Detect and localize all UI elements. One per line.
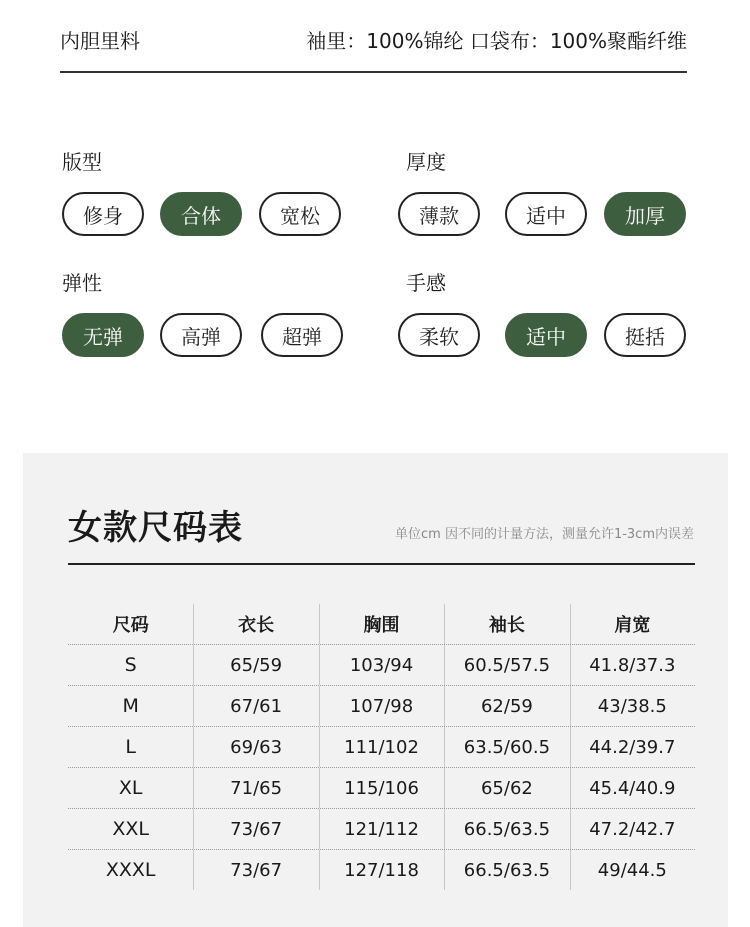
table-cell-size: L — [125, 736, 136, 758]
option-feel-crisp[interactable]: 挺括 — [604, 313, 686, 357]
option-elasticity-none[interactable]: 无弹 — [62, 313, 144, 357]
size-table — [68, 604, 695, 890]
table-cell: 65/62 — [444, 768, 569, 808]
size-chart-divider — [68, 563, 695, 565]
table-row — [68, 645, 695, 686]
size-chart-title: 女款尺码表 — [68, 508, 243, 548]
table-cell: 73/67 — [193, 850, 318, 890]
table-cell: 60.5/57.5 — [444, 645, 569, 685]
table-cell: 41.8/37.3 — [570, 645, 695, 685]
table-cell: 66.5/63.5 — [444, 850, 569, 890]
table-row — [68, 809, 695, 850]
column-header-shoulder: 肩宽 — [570, 604, 695, 644]
table-cell: 127/118 — [319, 850, 444, 890]
table-cell: 67/61 — [193, 686, 318, 726]
option-feel-soft[interactable]: 柔软 — [398, 313, 480, 357]
table-cell: 63.5/60.5 — [444, 727, 569, 767]
option-fit-slim[interactable]: 修身 — [62, 192, 144, 236]
column-header-length: 衣长 — [193, 604, 318, 644]
table-cell: 43/38.5 — [570, 686, 695, 726]
table-cell: 47.2/42.7 — [570, 809, 695, 849]
table-cell: 103/94 — [319, 645, 444, 685]
table-row — [68, 768, 695, 809]
table-row — [68, 727, 695, 768]
table-header-row — [68, 604, 695, 645]
table-row — [68, 850, 695, 890]
lining-value: 袖里：100%锦纶 口袋布：100%聚酯纤维 — [306, 28, 687, 53]
option-fit-loose[interactable]: 宽松 — [259, 192, 341, 236]
table-cell: 66.5/63.5 — [444, 809, 569, 849]
table-cell: 69/63 — [193, 727, 318, 767]
table-cell: 115/106 — [319, 768, 444, 808]
table-cell-size: M — [122, 695, 139, 717]
table-cell: 121/112 — [319, 809, 444, 849]
attr-label-fit: 版型 — [62, 150, 102, 174]
attr-label-thickness: 厚度 — [406, 150, 446, 174]
option-feel-medium[interactable]: 适中 — [505, 313, 587, 357]
lining-label: 内胆里料 — [60, 28, 140, 53]
option-thickness-thick[interactable]: 加厚 — [604, 192, 686, 236]
table-cell-size: S — [124, 654, 137, 676]
attr-label-elasticity: 弹性 — [62, 271, 102, 295]
table-row — [68, 686, 695, 727]
option-elasticity-super[interactable]: 超弹 — [261, 313, 343, 357]
table-cell: 111/102 — [319, 727, 444, 767]
table-cell-size: XXXL — [105, 859, 156, 881]
lining-row — [60, 24, 687, 54]
table-cell: 65/59 — [193, 645, 318, 685]
table-cell: 107/98 — [319, 686, 444, 726]
table-cell-size: XXL — [112, 818, 150, 840]
table-cell: 44.2/39.7 — [570, 727, 695, 767]
option-elasticity-high[interactable]: 高弹 — [160, 313, 242, 357]
option-fit-regular[interactable]: 合体 — [160, 192, 242, 236]
column-header-size: 尺码 — [112, 615, 149, 636]
column-header-sleeve: 袖长 — [444, 604, 569, 644]
option-thickness-medium[interactable]: 适中 — [505, 192, 587, 236]
size-chart-note: 单位cm 因不同的计量方法，测量允许1-3cm内误差 — [395, 527, 694, 542]
option-thickness-thin[interactable]: 薄款 — [398, 192, 480, 236]
table-cell: 45.4/40.9 — [570, 768, 695, 808]
lining-divider — [60, 71, 687, 73]
table-cell: 71/65 — [193, 768, 318, 808]
column-header-bust: 胸围 — [319, 604, 444, 644]
table-cell: 62/59 — [444, 686, 569, 726]
table-cell: 73/67 — [193, 809, 318, 849]
table-cell-size: XL — [118, 777, 143, 799]
table-cell: 49/44.5 — [570, 850, 695, 890]
attr-label-hand-feel: 手感 — [406, 271, 446, 295]
